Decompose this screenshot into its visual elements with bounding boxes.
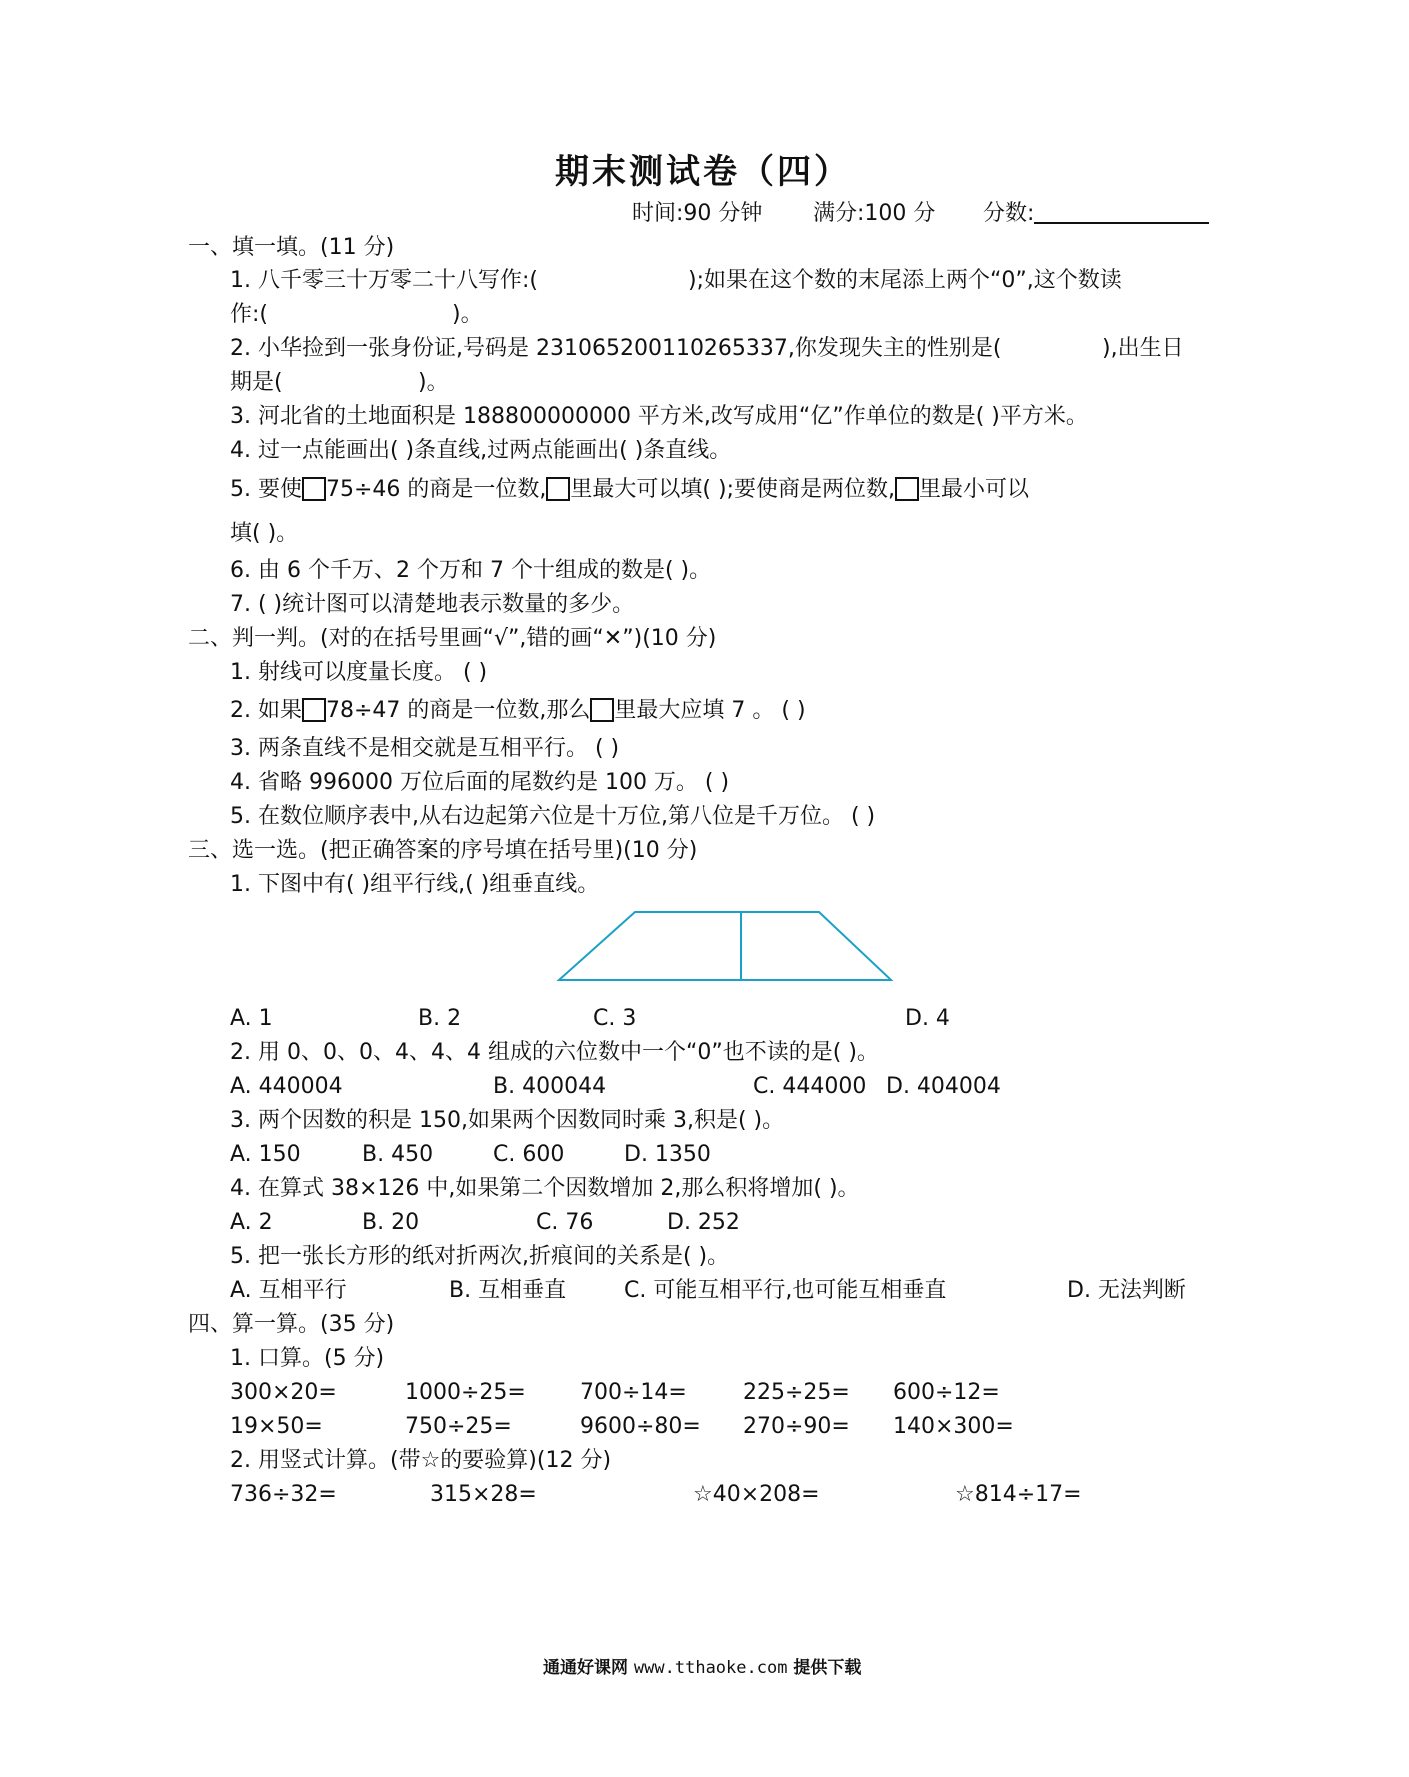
score-underline — [1034, 200, 1209, 224]
vertical-calc-item: ☆40×208= — [693, 1482, 820, 1507]
section2-heading: 二、判一判。(对的在括号里画“√”,错的画“✕”)(10 分) — [188, 626, 717, 651]
s1-q6: 6. 由 6 个千万、2 个万和 7 个十组成的数是( )。 — [230, 558, 712, 583]
s3-q4: 4. 在算式 38×126 中,如果第二个因数增加 2,那么积将增加( )。 — [230, 1176, 860, 1201]
s1-q5-part-c: 里最大可以填( );要使商是两位数, — [570, 477, 895, 502]
s3-q3-option-b: B. 450 — [362, 1142, 434, 1167]
s1-q5-line1 — [230, 475, 1029, 505]
s3-q4-option-a: A. 2 — [230, 1210, 273, 1235]
footer-attribution — [543, 1653, 861, 1683]
s1-q7: 7. ( )统计图可以清楚地表示数量的多少。 — [230, 592, 635, 617]
oral-calc-item: 750÷25= — [405, 1414, 512, 1439]
s3-q3-option-d: D. 1350 — [624, 1142, 711, 1167]
s2-q2 — [230, 696, 806, 726]
s4-sub2: 2. 用竖式计算。(带☆的要验算)(12 分) — [230, 1448, 612, 1473]
s1-q2-part-b: ),出生日 — [1102, 336, 1184, 361]
s1-q2-part-a: 2. 小华捡到一张身份证,号码是 231065200110265337,你发现失主的性别是( — [230, 336, 1002, 361]
s3-q3-option-c: C. 600 — [493, 1142, 565, 1167]
footer-site-name: 通通好课网 — [543, 1658, 628, 1678]
s2-q5: 5. 在数位顺序表中,从右边起第六位是十万位,第八位是千万位。 ( ) — [230, 804, 876, 829]
blank-square — [590, 698, 614, 722]
oral-calc-item: 300×20= — [230, 1380, 337, 1405]
oral-calc-item: 700÷14= — [580, 1380, 687, 1405]
s3-q5-option-d: D. 无法判断 — [1067, 1278, 1186, 1303]
score-field — [983, 199, 1209, 229]
oral-calc-item: 9600÷80= — [580, 1414, 701, 1439]
time-info: 时间:90 分钟 — [632, 201, 763, 226]
s3-q2-option-c: C. 444000 — [753, 1074, 867, 1099]
trapezoid-outline — [559, 912, 891, 980]
oral-calc-item: 140×300= — [893, 1414, 1014, 1439]
section1-heading: 一、填一填。(11 分) — [188, 235, 395, 260]
blank-square — [546, 477, 570, 501]
s3-q5: 5. 把一张长方形的纸对折两次,折痕间的关系是( )。 — [230, 1244, 730, 1269]
s3-q1: 1. 下图中有( )组平行线,( )组垂直线。 — [230, 872, 600, 897]
s1-q5-part-b: 75÷46 的商是一位数, — [325, 477, 547, 502]
oral-calc-item: 225÷25= — [743, 1380, 850, 1405]
s2-q2-part-b: 78÷47 的商是一位数,那么 — [325, 698, 591, 723]
s2-q3: 3. 两条直线不是相交就是互相平行。 ( ) — [230, 736, 620, 761]
vertical-calc-item: 736÷32= — [230, 1482, 337, 1507]
footer-suffix: 提供下载 — [793, 1658, 862, 1678]
blank-square — [302, 698, 326, 722]
blank-square — [895, 477, 919, 501]
s3-q5-option-a: A. 互相平行 — [230, 1278, 347, 1303]
s3-q3-option-a: A. 150 — [230, 1142, 301, 1167]
s3-q4-option-b: B. 20 — [362, 1210, 420, 1235]
oral-calc-item: 1000÷25= — [405, 1380, 526, 1405]
s3-q2: 2. 用 0、0、0、4、4、4 组成的六位数中一个“0”也不读的是( )。 — [230, 1040, 879, 1065]
s1-q3: 3. 河北省的土地面积是 188800000000 平方米,改写成用“亿”作单位的数是( )平方米。 — [230, 404, 1088, 429]
s2-q2-part-a: 2. 如果 — [230, 698, 302, 723]
score-label: 分数: — [983, 201, 1035, 226]
vertical-calc-item: ☆814÷17= — [955, 1482, 1082, 1507]
s3-q4-option-c: C. 76 — [536, 1210, 594, 1235]
s1-q2-part-d: )。 — [418, 370, 449, 395]
section3-heading: 三、选一选。(把正确答案的序号填在括号里)(10 分) — [188, 838, 698, 863]
s1-q4: 4. 过一点能画出( )条直线,过两点能画出( )条直线。 — [230, 438, 732, 463]
s1-q2-part-c: 期是( — [230, 370, 283, 395]
section4-heading: 四、算一算。(35 分) — [188, 1312, 395, 1337]
s3-q4-option-d: D. 252 — [667, 1210, 740, 1235]
s3-q5-option-c: C. 可能互相平行,也可能互相垂直 — [624, 1278, 947, 1303]
s3-q2-option-a: A. 440004 — [230, 1074, 343, 1099]
s2-q1: 1. 射线可以度量长度。 ( ) — [230, 660, 488, 685]
oral-calc-item: 270÷90= — [743, 1414, 850, 1439]
s3-q1-option-a: A. 1 — [230, 1006, 273, 1031]
page-title: 期末测试卷（四） — [555, 152, 851, 192]
s3-q1-option-b: B. 2 — [418, 1006, 462, 1031]
s3-q2-option-b: B. 400044 — [493, 1074, 607, 1099]
s1-q1-part-a: 1. 八千零三十万零二十八写作:( — [230, 268, 538, 293]
s4-sub1: 1. 口算。(5 分) — [230, 1346, 385, 1371]
s2-q4: 4. 省略 996000 万位后面的尾数约是 100 万。 ( ) — [230, 770, 730, 795]
vertical-calc-item: 315×28= — [430, 1482, 537, 1507]
oral-calc-item: 19×50= — [230, 1414, 323, 1439]
blank-square — [302, 477, 326, 501]
s1-q1-part-b: );如果在这个数的末尾添上两个“0”,这个数读 — [688, 268, 1122, 293]
s1-q5-line2: 填( )。 — [230, 521, 299, 546]
trapezoid-figure — [555, 908, 895, 988]
s2-q2-part-c: 里最大应填 7 。 ( ) — [614, 698, 806, 723]
full-marks-info: 满分:100 分 — [813, 201, 936, 226]
s3-q2-option-d: D. 404004 — [886, 1074, 1001, 1099]
s1-q5-part-d: 里最小可以 — [918, 477, 1029, 502]
s1-q5-part-a: 5. 要使 — [230, 477, 302, 502]
s3-q1-option-d: D. 4 — [905, 1006, 950, 1031]
s3-q5-option-b: B. 互相垂直 — [449, 1278, 567, 1303]
s1-q1-part-c: 作:( — [230, 302, 268, 327]
s3-q1-option-c: C. 3 — [593, 1006, 637, 1031]
s1-q1-part-d: )。 — [452, 302, 483, 327]
oral-calc-item: 600÷12= — [893, 1380, 1000, 1405]
footer-url[interactable]: www.tthaoke.com — [633, 1658, 788, 1678]
s3-q3: 3. 两个因数的积是 150,如果两个因数同时乘 3,积是( )。 — [230, 1108, 785, 1133]
